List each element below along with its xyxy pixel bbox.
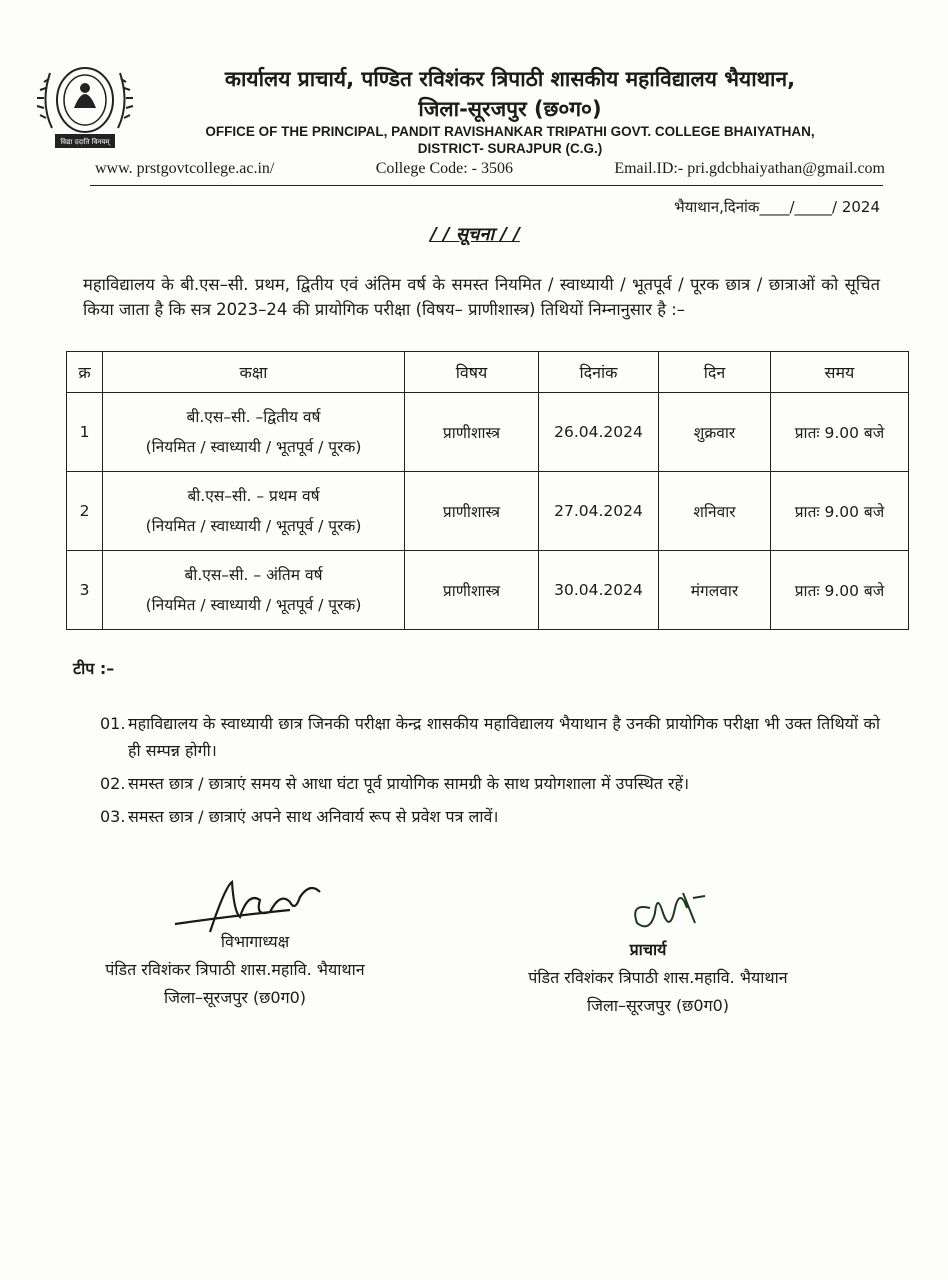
- note-number: 02.: [100, 774, 126, 793]
- cell-day: शनिवार: [659, 472, 771, 551]
- cell-day: शुक्रवार: [659, 393, 771, 472]
- note-item: [100, 770, 880, 797]
- note-text: महाविद्यालय के स्वाध्यायी छात्र जिनकी परीक्षा केन्द्र शासकीय महाविद्यालय भैयाथान है उनकी प्रायोगिक परीक्षा भी उक्त तिथियों को ही सम्पन्न होगी।: [128, 714, 880, 760]
- cell-subject: प्राणीशास्त्र: [405, 472, 539, 551]
- cell-time: प्रातः 9.00 बजे: [771, 551, 909, 630]
- cell-subject: प्राणीशास्त्र: [405, 551, 539, 630]
- class-name: बी.एस–सी. – अंतिम वर्ष: [184, 566, 323, 584]
- note-item: [100, 803, 880, 830]
- cell-time: प्रातः 9.00 बजे: [771, 472, 909, 551]
- note-number: 03.: [100, 807, 126, 826]
- table-row: [67, 393, 909, 472]
- note-text: समस्त छात्र / छात्राएं समय से आधा घंटा पूर्व प्रायोगिक सामग्री के साथ प्रयोगशाला में उपस्थित रहें।: [128, 774, 690, 793]
- header-hindi-line2: जिला-सूरजपुर (छ०ग०): [418, 97, 602, 121]
- logo-caption: विद्या ददाति विनयम्: [60, 138, 110, 146]
- hod-line1: पंडित रविशंकर त्रिपाठी शास.महावि. भैयाथान: [105, 960, 365, 979]
- note-item: [100, 710, 880, 764]
- table-row: [67, 551, 909, 630]
- cell-class: [103, 393, 405, 472]
- principal-line1: पंडित रविशंकर त्रिपाठी शास.महावि. भैयाथान: [528, 968, 788, 987]
- cell-day: मंगलवार: [659, 551, 771, 630]
- hod-title: विभागाध्यक्ष: [220, 932, 290, 951]
- col-class: कक्षा: [103, 352, 405, 393]
- cell-date: 30.04.2024: [539, 551, 659, 630]
- cell-class: [103, 551, 405, 630]
- cell-subject: प्राणीशास्त्र: [405, 393, 539, 472]
- principal-title: प्राचार्य: [629, 940, 667, 959]
- note-text: समस्त छात्र / छात्राएं अपने साथ अनिवार्य रूप से प्रवेश पत्र लावें।: [128, 807, 499, 826]
- cell-class: [103, 472, 405, 551]
- college-logo: [30, 58, 140, 153]
- schedule-table: [66, 351, 909, 630]
- website: www. prstgovtcollege.ac.in/: [95, 160, 275, 177]
- col-subject: विषय: [405, 352, 539, 393]
- hod-line2: जिला–सूरजपुर (छ0ग0): [163, 988, 307, 1007]
- cell-sno: 3: [67, 551, 103, 630]
- class-category: (नियमित / स्वाध्यायी / भूतपूर्व / पूरक): [145, 517, 362, 535]
- dateline: भैयाथान,दिनांक____/_____/ 2024: [674, 198, 880, 216]
- cell-sno: 2: [67, 472, 103, 551]
- cell-date: 27.04.2024: [539, 472, 659, 551]
- notice-heading: / / सूचना / /: [430, 224, 520, 245]
- contact-line: [95, 160, 885, 178]
- principal-line2: जिला–सूरजपुर (छ0ग0): [586, 996, 730, 1015]
- col-time: समय: [771, 352, 909, 393]
- principal-signature-block: [478, 936, 838, 1020]
- header-divider: [90, 185, 883, 186]
- col-day: दिन: [659, 352, 771, 393]
- principal-signature-mark: [625, 878, 715, 938]
- notes-title: टीप :–: [73, 659, 115, 678]
- table-header-row: [67, 352, 909, 393]
- class-name: बी.एस–सी. – प्रथम वर्ष: [187, 487, 320, 505]
- cell-date: 26.04.2024: [539, 393, 659, 472]
- note-number: 01.: [100, 714, 126, 733]
- intro-paragraph: महाविद्यालय के बी.एस–सी. प्रथम, द्वितीय एवं अंतिम वर्ष के समस्त नियमित / स्वाध्यायी / भूतपूर्व / पूरक छात्र / छात्राओं को सूचित किया जाता है कि सत्र 2023–24 की प्रायोगिक परीक्षा (विषय– प्राणीशास्त्र) तिथियों निम्नानुसार है :–: [83, 275, 880, 319]
- header-english-line1: OFFICE OF THE PRINCIPAL, PANDIT RAVISHANKAR TRIPATHI GOVT. COLLEGE BHAIYATHAN,: [205, 124, 815, 139]
- cell-sno: 1: [67, 393, 103, 472]
- table-row: [67, 472, 909, 551]
- college-code: College Code: - 3506: [375, 160, 513, 177]
- header-english: [150, 123, 870, 157]
- header-english-line2: DISTRICT- SURAJPUR (C.G.): [417, 141, 603, 156]
- class-category: (नियमित / स्वाध्यायी / भूतपूर्व / पूरक): [145, 596, 362, 614]
- col-sno: क्र: [67, 352, 103, 393]
- email: Email.ID:- pri.gdcbhaiyathan@gmail.com: [614, 160, 885, 177]
- hod-signature-block: [60, 928, 410, 1012]
- col-date: दिनांक: [539, 352, 659, 393]
- cell-time: प्रातः 9.00 बजे: [771, 393, 909, 472]
- header-hindi: [150, 64, 870, 124]
- notes-list: [100, 710, 880, 836]
- class-category: (नियमित / स्वाध्यायी / भूतपूर्व / पूरक): [145, 438, 362, 456]
- header-hindi-line1: कार्यालय प्राचार्य, पण्डित रविशंकर त्रिपाठी शासकीय महाविद्यालय भैयाथान,: [224, 67, 796, 91]
- class-name: बी.एस–सी. –द्वितीय वर्ष: [186, 408, 321, 426]
